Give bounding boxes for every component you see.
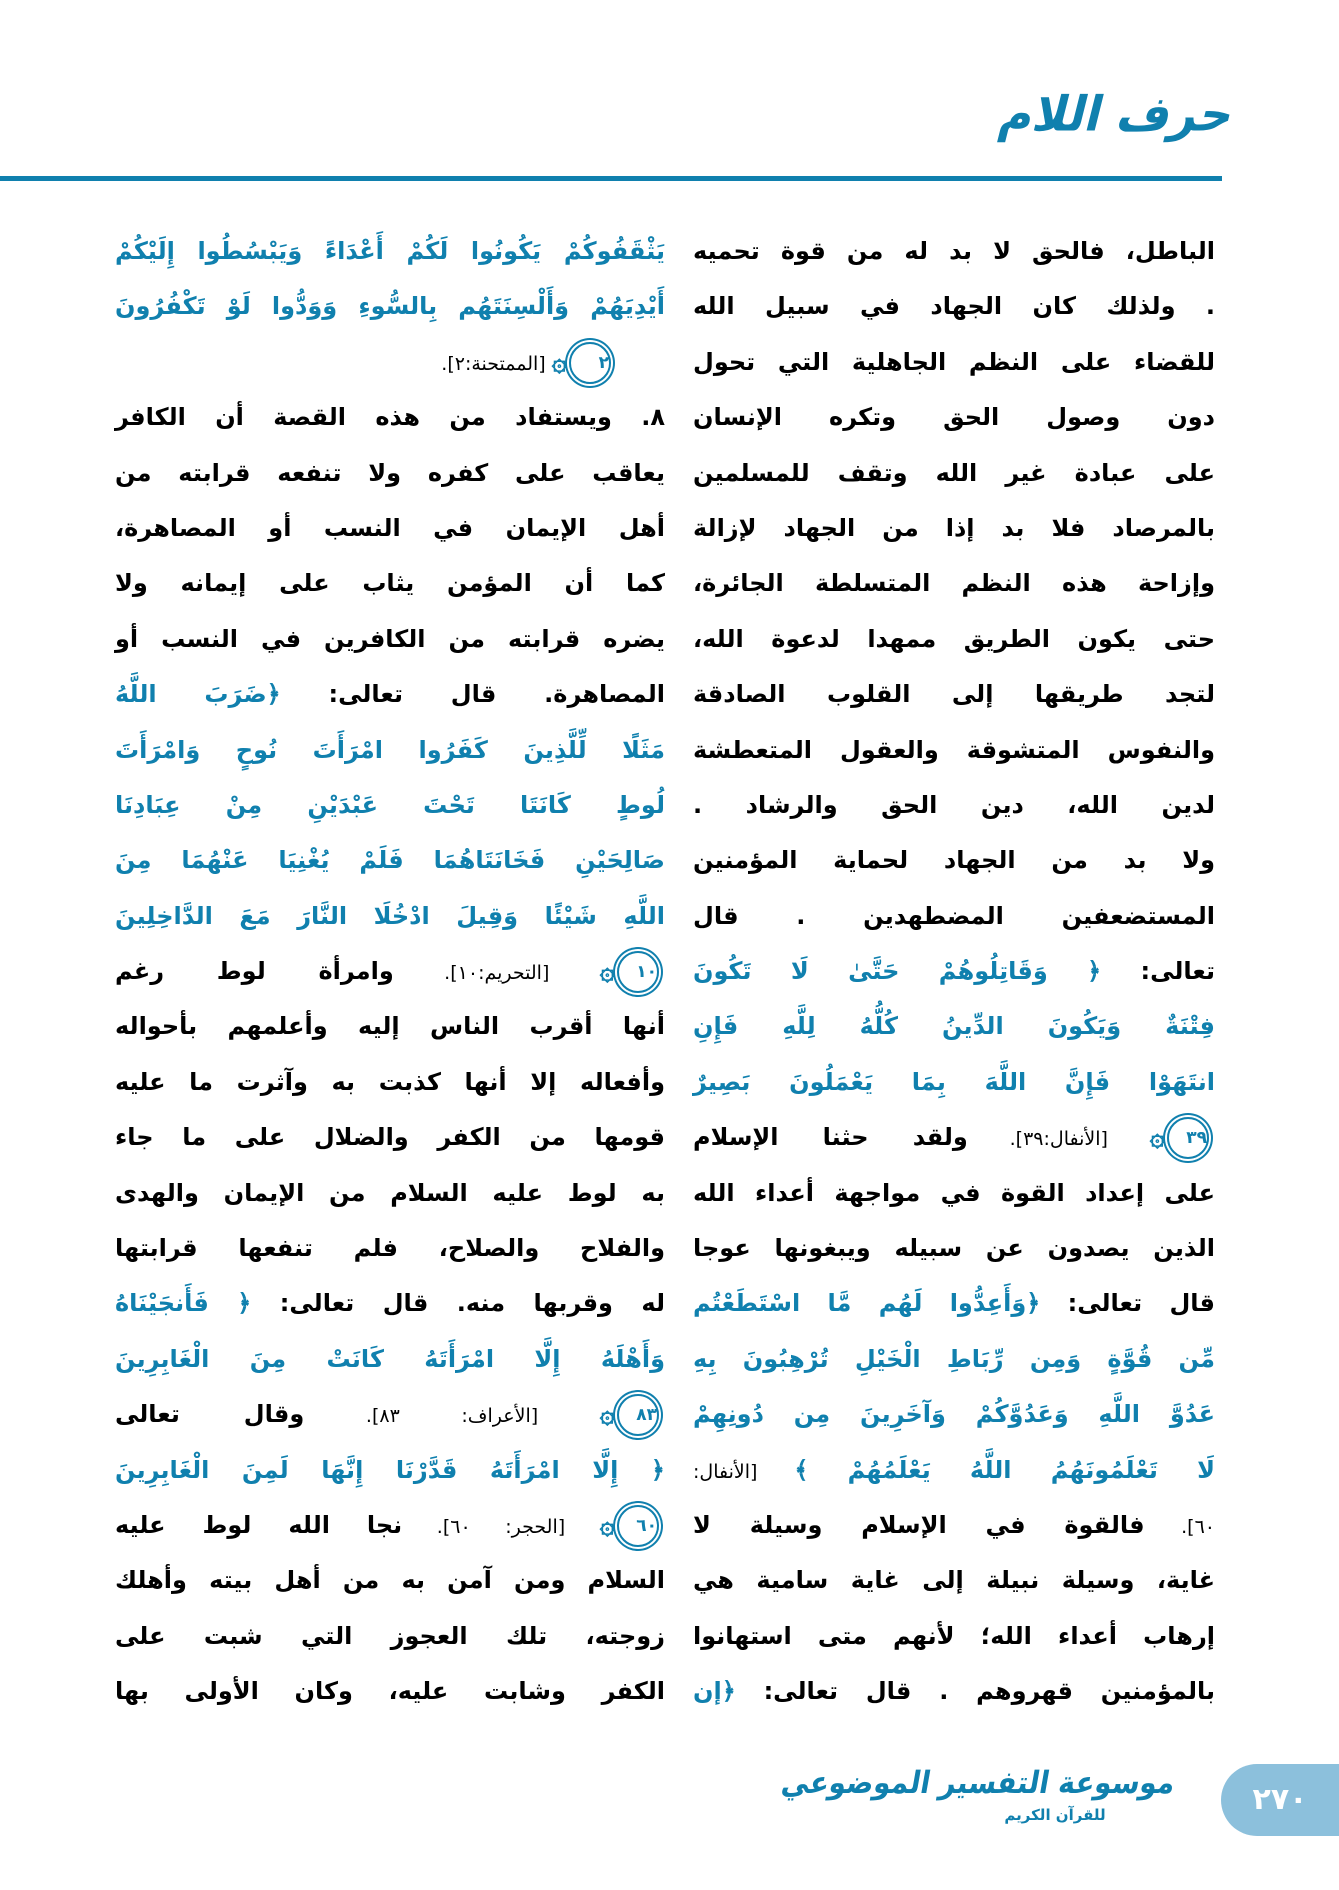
body-text: وإزاحة هذه النظم المتسلطة الجائرة، (693, 569, 1215, 598)
text-line (115, 778, 665, 833)
text-line (115, 1166, 665, 1221)
text-line (693, 446, 1215, 501)
chapter-heading: حرف اللام (994, 85, 1242, 142)
body-text: ولقد حثنا الإسلام (693, 1123, 968, 1152)
text-line (115, 1664, 665, 1719)
ayah-rosette-icon: ۞ (599, 1399, 615, 1430)
text-line (693, 1110, 1215, 1165)
ayah-number: ١٠ (617, 951, 659, 993)
text-line (115, 501, 665, 556)
verse-reference: [الأنفال:٣٩]. (967, 1128, 1150, 1151)
quran-verse-text: لَا تَعْلَمُونَهُمُ اللَّهُ يَعْلَمُهُمْ ﴾ (794, 1455, 1215, 1484)
quran-verse-text: مَثَلًا لِّلَّذِينَ كَفَرُوا امْرَأَتَ نُوحٍ وَامْرَأَتَ (115, 735, 665, 764)
text-line (693, 1443, 1215, 1498)
text-line (693, 224, 1215, 279)
publisher-logo-title: موسوعة التفسير الموضوعي (778, 1764, 1179, 1801)
quran-verse-text: ﴿إن (693, 1677, 736, 1706)
quran-verse-text: ﴿وَأَعِدُّوا لَهُم مَّا اسْتَطَعْتُم (693, 1289, 1041, 1318)
ayah-end-medallion (600, 957, 665, 985)
ayah-number: ٨٣ (617, 1394, 659, 1436)
body-text: غاية، وسيلة نبيلة إلى غاية سامية هي (693, 1566, 1215, 1595)
text-line (693, 889, 1215, 944)
text-line (115, 1553, 665, 1608)
body-text: دون وصول الحق وتكره الإنسان (693, 403, 1215, 432)
text-line (115, 335, 665, 390)
ayah-end-medallion (600, 1511, 665, 1539)
quran-verse-text: فِتْنَةٌ وَيَكُونَ الدِّينُ كُلُّهُ لِلَّهِ فَإِنِ (693, 1012, 1215, 1041)
body-text: به لوط عليه السلام من الإيمان والهدى (115, 1178, 665, 1207)
publisher-logo-subtitle: للقرآن الكريم (1004, 1806, 1106, 1824)
page-number: ٢٧٠ (1252, 1782, 1308, 1817)
body-text: ولا بد من الجهاد لحماية المؤمنين (693, 846, 1215, 875)
text-line (693, 1332, 1215, 1387)
text-line (115, 556, 665, 611)
quran-verse-text: أَيْدِيَهُمْ وَأَلْسِنَتَهُم بِالسُّوءِ وَوَدُّوا لَوْ تَكْفُرُونَ (115, 292, 665, 321)
text-line (693, 999, 1215, 1054)
body-text: وأفعاله إلا أنها كذبت به وآثرت ما عليه (115, 1067, 665, 1096)
text-line (115, 1221, 665, 1276)
text-line (115, 1498, 665, 1553)
ayah-rosette-icon: ۞ (551, 347, 567, 378)
body-text: تعالى: (1101, 957, 1215, 986)
text-line (693, 667, 1215, 722)
body-text: وامرأة لوط رغم (115, 957, 394, 986)
body-text: يعاقب على كفره ولا تنفعه قرابته من (115, 458, 665, 487)
text-line (693, 723, 1215, 778)
body-text: السلام ومن آمن به من أهل بيته وأهلك (115, 1566, 665, 1595)
body-text: الكفر وشابت عليه، وكان الأولى بها (115, 1677, 665, 1706)
text-line (693, 612, 1215, 667)
text-line (115, 723, 665, 778)
body-text: والنفوس المتشوقة والعقول المتعطشة (693, 735, 1215, 764)
text-line (115, 1110, 665, 1165)
text-line (693, 335, 1215, 390)
text-line (115, 1055, 665, 1110)
body-text: إرهاب أعداء الله؛ لأنهم متى استهانوا (693, 1621, 1215, 1650)
body-text: يضره قرابته من الكافرين في النسب أو (115, 624, 665, 653)
body-text: بالمؤمنين قهروهم . قال تعالى: (735, 1677, 1215, 1706)
text-line (115, 833, 665, 888)
text-line (693, 390, 1215, 445)
text-line (693, 1276, 1215, 1331)
ayah-number: ٢ (569, 342, 611, 384)
quran-verse-text: وَأَهْلَهُ إِلَّا امْرَأَتَهُ كَانَتْ مِنَ الْغَابِرِينَ (115, 1344, 665, 1373)
body-text: بالمرصاد فلا بد إذا من الجهاد لإزالة (693, 513, 1215, 542)
body-text: للقضاء على النظم الجاهلية التي تحول (693, 347, 1215, 376)
verse-reference: [الحجر: ٦٠]. (402, 1515, 600, 1538)
quran-verse-text: ﴿ فَأَنجَيْنَاهُ (115, 1289, 252, 1318)
body-text: الباطل، فالحق لا بد له من قوة تحميه (693, 237, 1215, 265)
verse-reference: [الممتحنة:٢]. (441, 352, 552, 375)
text-line (115, 944, 665, 999)
body-text: له وقربها منه. قال تعالى: (251, 1289, 665, 1318)
quran-verse-text: انتَهَوْا فَإِنَّ اللَّهَ بِمَا يَعْمَلُونَ بَصِيرٌ (693, 1067, 1215, 1096)
body-text: لتجد طريقها إلى القلوب الصادقة (693, 680, 1215, 709)
body-text: حتى يكون الطريق ممهدا لدعوة الله، (693, 624, 1215, 653)
text-line (115, 446, 665, 501)
column-left (115, 224, 665, 1720)
body-text: المستضعفين المضطهدين . قال (693, 901, 1215, 930)
body-text: أنها أقرب الناس إليه وأعلمهم بأحواله (115, 1012, 665, 1041)
text-line (693, 279, 1215, 334)
body-text: كما أن المؤمن يثاب على إيمانه ولا (115, 569, 665, 598)
body-text: قومها من الكفر والضلال على ما جاء (115, 1123, 665, 1152)
text-line (693, 501, 1215, 556)
verse-reference: [الأعراف: ٨٣]. (304, 1405, 600, 1428)
text-line (693, 1498, 1215, 1553)
body-text: لدين الله، دين الحق والرشاد . (693, 790, 1215, 819)
body-text: ٨. ويستفاد من هذه القصة أن الكافر (115, 403, 665, 432)
quran-verse-text: ﴿ضَرَبَ اللَّهُ (115, 680, 281, 709)
text-line (115, 1387, 665, 1442)
text-line (115, 612, 665, 667)
text-line (115, 1276, 665, 1331)
body-text: والفلاح والصلاح، فلم تنفعها قرابتها (115, 1234, 665, 1263)
quran-verse-text: عَدُوَّ اللَّهِ وَعَدُوَّكُمْ وَآخَرِينَ مِن دُونِهِمْ (693, 1400, 1215, 1429)
page-number-tab (1221, 1764, 1339, 1836)
quran-verse-text: ﴿ وَقَاتِلُوهُمْ حَتَّىٰ لَا تَكُونَ (693, 957, 1102, 986)
quran-verse-text: لُوطٍ كَانَتَا تَحْتَ عَبْدَيْنِ مِنْ عِبَادِنَا (115, 790, 665, 819)
text-line (693, 1664, 1215, 1719)
text-line (693, 556, 1215, 611)
quran-verse-text: صَالِحَيْنِ فَخَانَتَاهُمَا فَلَمْ يُغْنِيَا عَنْهُمَا مِنَ (115, 846, 665, 875)
body-text: أهل الإيمان في النسب أو المصاهرة، (115, 513, 665, 542)
body-text: زوجته، تلك العجوز التي شبت على (115, 1621, 665, 1650)
text-line (115, 889, 665, 944)
ayah-rosette-icon: ۞ (599, 956, 615, 987)
text-line (115, 999, 665, 1054)
verse-reference: ٦٠]. (1144, 1515, 1215, 1538)
ayah-number: ٦٠ (617, 1505, 659, 1547)
text-line (115, 1332, 665, 1387)
body-text: نجا الله لوط عليه (115, 1510, 403, 1539)
text-line (115, 667, 665, 722)
text-line (693, 1221, 1215, 1276)
text-line (693, 944, 1215, 999)
text-line (693, 1553, 1215, 1608)
verse-reference: [الأنفال: (693, 1460, 795, 1483)
text-line (115, 390, 665, 445)
quran-verse-text: مِّن قُوَّةٍ وَمِن رِّبَاطِ الْخَيْلِ تُرْهِبُونَ بِهِ (693, 1344, 1215, 1373)
ayah-number: ٣٩ (1167, 1117, 1209, 1159)
body-text: على إعداد القوة في مواجهة أعداء الله (693, 1178, 1215, 1207)
body-text: . ولذلك كان الجهاد في سبيل الله (693, 292, 1215, 321)
body-text: فالقوة في الإسلام وسيلة لا (693, 1510, 1145, 1539)
ayah-end-medallion (1150, 1123, 1215, 1151)
body-text: المصاهرة. قال تعالى: (280, 680, 665, 709)
header-divider-rule (0, 176, 1222, 181)
text-line (115, 1443, 665, 1498)
text-line (115, 279, 665, 334)
publisher-logo (778, 1760, 1179, 1824)
body-text: الذين يصدون عن سبيله ويبغونها عوجا (693, 1234, 1215, 1263)
text-line (693, 833, 1215, 888)
body-text: قال تعالى: (1040, 1289, 1216, 1318)
text-line (115, 1609, 665, 1664)
quran-verse-text: ﴿ إِلَّا امْرَأَتَهُ قَدَّرْنَا إِنَّهَا لَمِنَ الْغَابِرِينَ (115, 1455, 665, 1484)
text-line (693, 1387, 1215, 1442)
quran-verse-text: اللَّهِ شَيْئًا وَقِيلَ ادْخُلَا النَّارَ مَعَ الدَّاخِلِينَ (115, 901, 665, 930)
quran-verse-text: يَثْقَفُوكُمْ يَكُونُوا لَكُمْ أَعْدَاءً وَيَبْسُطُوا إِلَيْكُمْ (115, 237, 665, 265)
body-text: على عبادة غير الله وتقف للمسلمين (693, 458, 1215, 487)
column-right (693, 224, 1215, 1720)
text-line (693, 1055, 1215, 1110)
body-text: وقال تعالى (115, 1400, 305, 1429)
ayah-rosette-icon: ۞ (1149, 1122, 1165, 1153)
ayah-end-medallion (600, 1400, 665, 1428)
ayah-end-medallion (552, 348, 617, 376)
text-line (693, 1166, 1215, 1221)
text-line (115, 224, 665, 279)
ayah-rosette-icon: ۞ (599, 1510, 615, 1541)
text-line (693, 1609, 1215, 1664)
text-line (693, 778, 1215, 833)
verse-reference: [التحريم:١٠]. (393, 962, 600, 985)
